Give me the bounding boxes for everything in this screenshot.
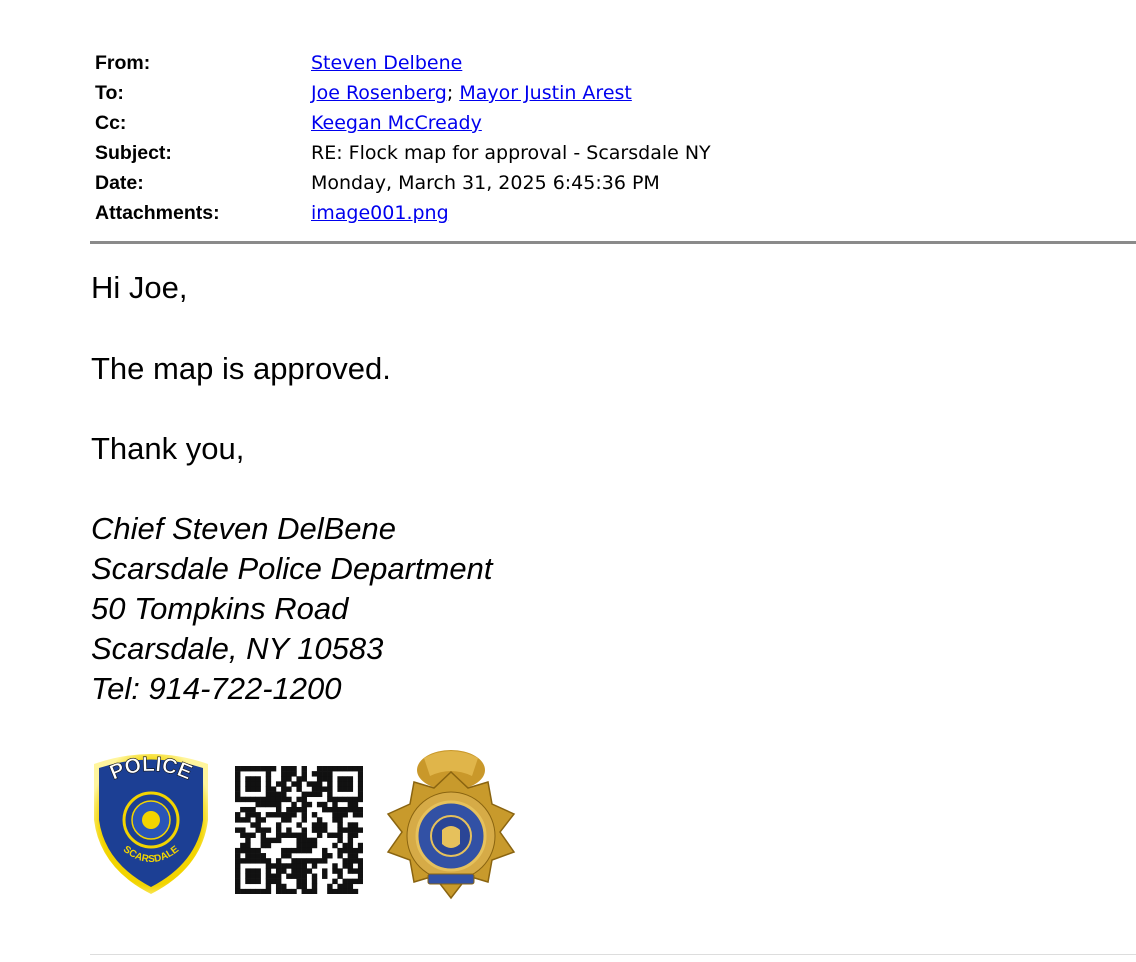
cc-link[interactable]: Keegan McCready	[311, 112, 482, 134]
attachments-row	[95, 198, 711, 228]
to-separator: ;	[446, 82, 460, 104]
closing: Thank you,	[91, 431, 245, 466]
qr-code[interactable]	[235, 766, 363, 894]
date-row	[95, 168, 711, 198]
patch-top-text: POLICE	[106, 752, 196, 785]
signature-name: Chief Steven DelBene	[91, 511, 397, 546]
to-label: To:	[95, 81, 124, 104]
message-text: The map is approved.	[91, 351, 391, 386]
greeting: Hi Joe,	[91, 270, 188, 305]
footer-divider	[90, 954, 1136, 955]
to-row	[95, 78, 711, 108]
signature-block	[91, 509, 492, 709]
patch-bottom-text: SCARSDALE	[120, 843, 182, 866]
subject-row	[95, 138, 711, 168]
to-link-mayor-justin-arest[interactable]: Mayor Justin Arest	[459, 82, 632, 104]
date-value: Monday, March 31, 2025 6:45:36 PM	[311, 172, 660, 194]
subject-value: RE: Flock map for approval - Scarsdale NY	[311, 142, 711, 164]
attachment-link[interactable]: image001.png	[311, 202, 449, 224]
police-badge-logo	[384, 748, 518, 910]
from-row	[95, 48, 711, 78]
signature-city: Scarsdale, NY 10583	[91, 631, 384, 666]
cc-label: Cc:	[95, 111, 127, 134]
from-link[interactable]: Steven Delbene	[311, 52, 463, 74]
to-link-joe-rosenberg[interactable]: Joe Rosenberg	[311, 82, 447, 104]
header-divider	[90, 241, 1136, 244]
date-label: Date:	[95, 171, 144, 194]
police-patch-logo	[90, 750, 212, 896]
email-header	[95, 48, 711, 228]
signature-department: Scarsdale Police Department	[91, 551, 493, 586]
signature-street: 50 Tompkins Road	[91, 591, 349, 626]
from-label: From:	[95, 51, 151, 74]
attachments-label: Attachments:	[95, 201, 220, 224]
signature-phone: Tel: 914-722-1200	[91, 671, 342, 706]
cc-row	[95, 108, 711, 138]
subject-label: Subject:	[95, 141, 172, 164]
